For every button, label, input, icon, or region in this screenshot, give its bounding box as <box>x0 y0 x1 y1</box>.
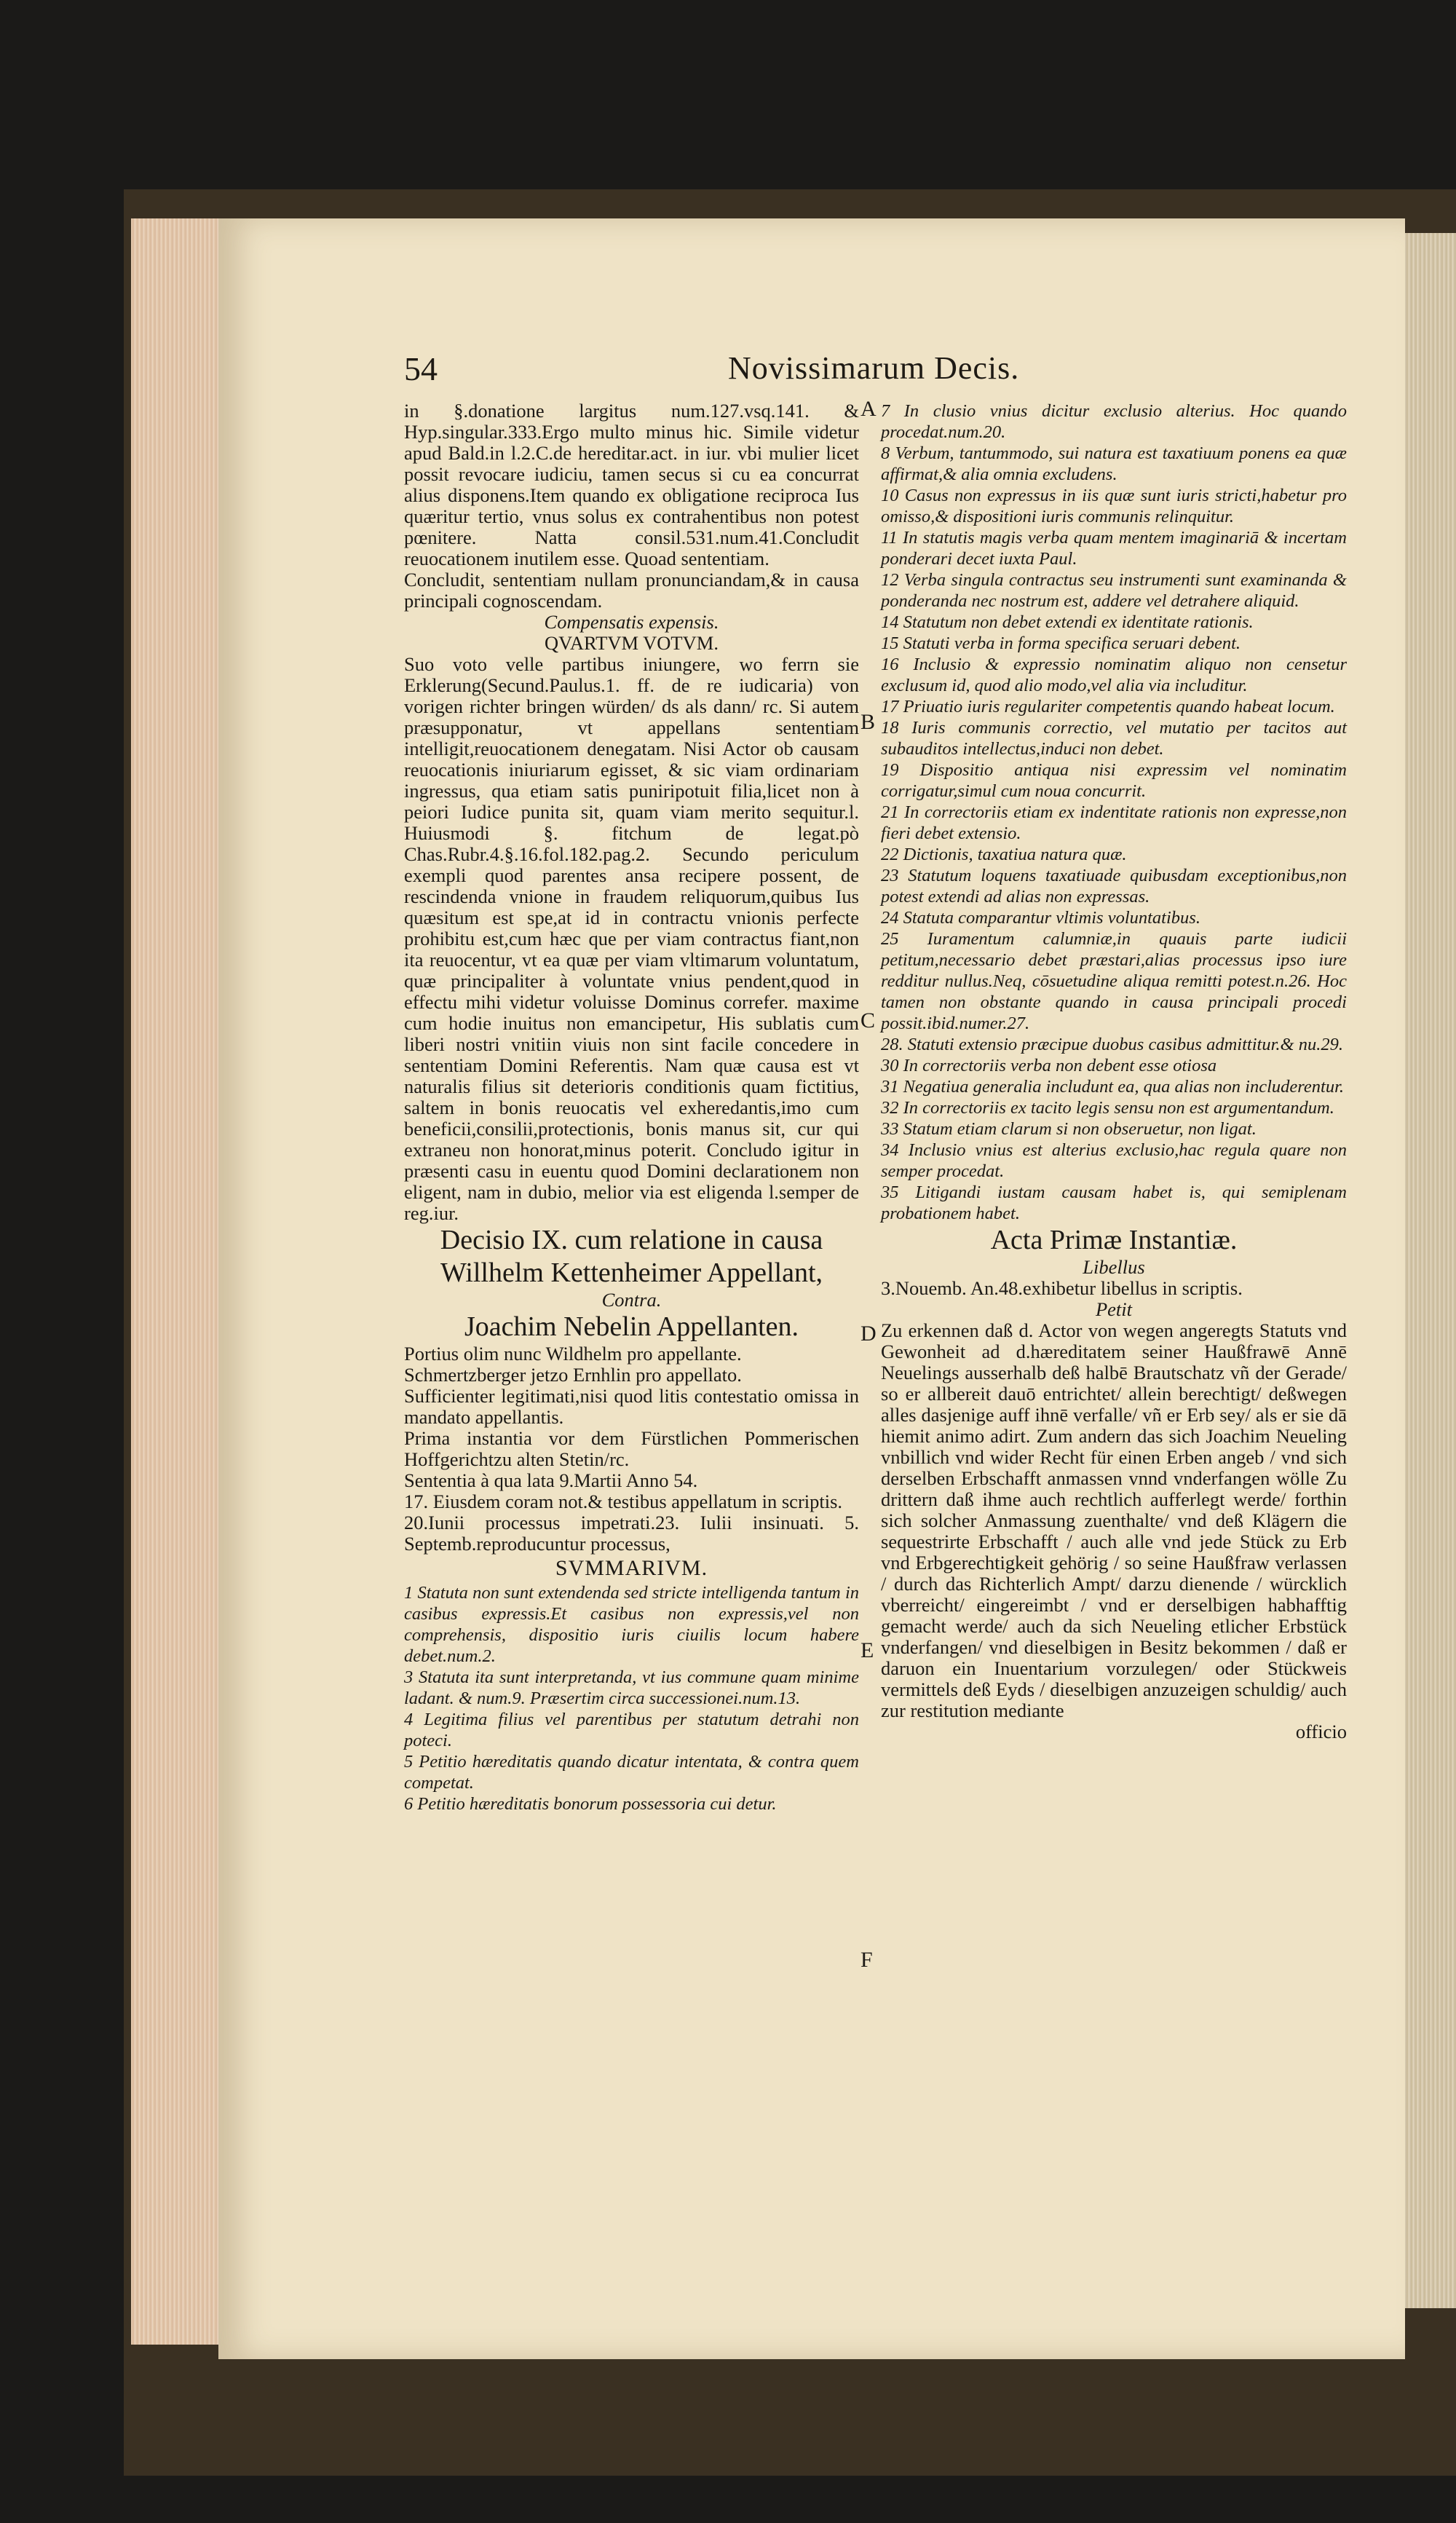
page-header <box>404 350 1350 393</box>
left-paragraph-20: 5 Petitio hæreditatis quando dicatur intentata, & contra quem competat. <box>404 1752 859 1793</box>
left-paragraph-17: 1 Statuta non sunt extendenda sed stricte intelligenda tantum in casibus expressis.Et casibus non expressis,vel non comprehensis, dispositio iuris ciuilis locum habere debet.num.2. <box>404 1583 859 1666</box>
left-paragraph-14: 17. Eiusdem coram not.& testibus appellatum in scriptis. <box>404 1490 843 1512</box>
margin-letter-e: E <box>860 1638 874 1662</box>
left-paragraph-13: Sententia à qua lata 9.Martii Anno 54. <box>404 1469 698 1491</box>
right-paragraph-17: 30 In correctoriis verba non debent esse otiosa <box>881 1056 1217 1075</box>
left-paragraph-12: Prima instantia vor dem Fürstlichen Pommerischen Hoffgerichtzu alten Stetin/rc. <box>404 1427 859 1470</box>
right-paragraph-22: 35 Litigandi iustam causam habet is, qui semiplenam probationem habet. <box>881 1182 1347 1223</box>
margin-letter-a: A <box>860 397 877 421</box>
margin-letter-d: D <box>860 1322 877 1346</box>
right-paragraph-4: 12 Verba singula contractus seu instrumenti sunt examinanda & ponderanda nec nostrum est, addere vel detrahere aliquid. <box>881 570 1347 611</box>
right-paragraph-24: Libellus <box>1083 1256 1145 1278</box>
margin-letter-b: B <box>860 710 876 734</box>
right-paragraph-25: 3.Nouemb. An.48.exhibetur libellus in scriptis. <box>881 1277 1243 1299</box>
right-paragraph-16: 28. Statuti extensio præcipue duobus casibus admittitur.& nu.29. <box>881 1035 1343 1054</box>
left-paragraph-3: QVARTVM VOTVM. <box>545 632 719 654</box>
left-paragraph-2: Compensatis expensis. <box>544 611 719 633</box>
left-paragraph-16: SVMMARIVM. <box>555 1556 708 1580</box>
left-paragraph-7: Contra. <box>601 1289 662 1311</box>
left-paragraph-15: 20.Iunii processus impetrati.23. Iulii insinuati. 5. Septemb.reproducuntur processus, <box>404 1512 859 1555</box>
right-paragraph-13: 23 Statutum loquens taxatiuade quibusdam exceptionibus,non potest extendi ad alias non expressas. <box>881 866 1347 907</box>
left-paragraph-10: Schmertzberger jetzo Ernhlin pro appellato. <box>404 1364 742 1386</box>
page-edges-right <box>1405 233 1456 2308</box>
left-paragraph-0: in §.donatione largitus num.127.vsq.141. & Hyp.singular.333.Ergo multo minus hic. Simile videtur apud Bald.in l.2.C.de hereditar.act. in iur. vbi mulier licet possit revocare iudiciu, tamen secus si cu ea concurrat alius disponens.Item quando ex obligatione reciproca Ius quæritur tertio, vnus solus ex contrahentibus non potest pœnitere. Natta consil.531.num.41.Concludit reuocationem inutilem esse. Quoad sententiam. <box>404 400 859 569</box>
right-paragraph-0: 7 In clusio vnius dicitur exclusio alterius. Hoc quando procedat.num.20. <box>881 401 1347 442</box>
margin-letter-c: C <box>860 1008 876 1033</box>
right-paragraph-10: 19 Dispositio antiqua nisi expressim vel nominatim corrigatur,simul cum noua concurrit. <box>881 760 1347 801</box>
right-paragraph-19: 32 In correctoriis ex tacito legis sensu non est argumentandum. <box>881 1098 1334 1118</box>
right-paragraph-12: 22 Dictionis, taxatiua natura quæ. <box>881 845 1127 864</box>
left-column <box>404 400 859 1815</box>
right-paragraph-6: 15 Statuti verba in forma specifica seruari debent. <box>881 633 1241 653</box>
left-paragraph-4: Suo voto velle partibus iniungere, wo ferrn sie Erklerung(Secund.Paulus.1. ff. de re iudicaria) von vorigen richter bringen würden/ ds als dann/ rc. Si autem præsupponatur, vt appellans sententiam intelligit,reuocationem denegatam. Nisi Actor ob causam reuocationis iniuriarum egisset, & sic viam ordinariam ingressus, qua etiam satis puniripotuit filia,licet non à peiori Iudice punita sit, quam viam merito sequitur.l. Huiusmodi §. fitchum de legat.pò Chas.Rubr.4.§.16.fol.182.pag.2. Secundo periculum exempli quod parentes ansa recipere possent, de rescindenda vnione in fraudem reliquorum,quibus Ius quæsitum est spe,at id in contractu vnionis perfecte prohibitu est,cum hæc que per viam contractus fiant,non ita reuocentur, vt ea quæ per viam vltimarum voluntatum, quæ principaliter à voluntate vnius pendent,quod in effectu mihi videtur voluisse Dominus correfer. maxime cum hodie inuitus non emancipetur, His sublatis cum liberi nostri vnitiin viuis non sint facile concedere in sententiam Domini Referentis. Nam quæ causa est vt naturalis filius sit deterioris conditionis quam fictitius, saltem in bonis reuocatis vel exheredantis,imo cum beneficii,consilii,protectionis, bonis manus sit, cur qui extraneu non honorat,minus poterit. Concludo igitur in præsenti casu in euentu quod Domini declarationem non eligent, nam in dubio, melior via est eligenda l.semper de reg.iur. <box>404 653 859 1224</box>
right-paragraph-5: 14 Statutum non debet extendi ex identitate rationis. <box>881 612 1254 632</box>
left-paragraph-1: Concludit, sententiam nullam pronunciandam,& in causa principali cognoscendam. <box>404 569 859 612</box>
left-paragraph-8: Joachim Nebelin Appellanten. <box>464 1311 799 1342</box>
page-number: 54 <box>404 350 438 387</box>
right-paragraph-7: 16 Inclusio & expressio nominatim aliquo non censetur exclusum id, quod alio modo,vel alia via includitur. <box>881 655 1347 695</box>
left-paragraph-19: 4 Legitima filius vel parentibus per statutum detrahi non poteci. <box>404 1710 859 1750</box>
left-paragraph-6: Willhelm Kettenheimer Appellant, <box>440 1257 823 1288</box>
left-paragraph-11: Sufficienter legitimati,nisi quod litis contestatio omissa in mandato appellantis. <box>404 1385 859 1428</box>
right-paragraph-3: 11 In statutis magis verba quam mentem imaginariā & incertam ponderari decet iuxta Paul. <box>881 528 1347 569</box>
right-paragraph-18: 31 Negatiua generalia includunt ea, qua alias non includerentur. <box>881 1077 1345 1097</box>
right-paragraph-27: Zu erkennen daß d. Actor von wegen angeregts Statuts vnd Gewonheit ad d.hæreditatem seiner Haußfrawē Annē Neuelings ausserhalb deß halbē Brautschatz vñ der Gerade/ so er allbereit dauō entrichtet/ allein berechtigt/ deßwegen alles dasjenige auff ihnē verfalle/ vñ er Erb sey/ als er sie dā hiemit animo adirt. Zum andern das sich Joachim Neueling vnbillich vnd wider Recht für einen Erben angeb / vnd sich derselben Erbschafft anmassen vnnd vnderfangen wölle Zu drittern daß ihme auch rechtlich aufferlegt werde/ forthin sich solcher Anmassung zuenthalte/ vnd deß Klägern die sequestrirte Erbschafft / auch alle vnd jede Stück zu Erb vnd Erbgerechtigkeit gehörig / so seine Haußfraw verlassen / durch das Richterlich Ampt/ darzu dienende / würcklich vberreicht/ eingereimbt / vnd er derselbigen habhafftig gemacht werde/ auch da sich Neueling etlicher Erbstück vnderfangen/ vnd dieselbigen in Besitz bekommen / daß er daruon ein Inuentarium vorzulegen/ oder Stückweis vermittels deß Eyds / dieselbigen anzuzeigen schuldig/ auch zur restitution mediante <box>881 1319 1347 1721</box>
right-paragraph-21: 34 Inclusio vnius est alterius exclusio,hac regula quare non semper procedat. <box>881 1140 1347 1181</box>
right-paragraph-28: officio <box>1295 1721 1347 1742</box>
right-paragraph-26: Petit <box>1095 1298 1133 1320</box>
right-paragraph-20: 33 Statum etiam clarum si non obseruetur, non ligat. <box>881 1119 1257 1139</box>
page-edges-left <box>131 218 226 2345</box>
running-title: Novissimarum Decis. <box>728 350 1020 386</box>
left-paragraph-21: 6 Petitio hæreditatis bonorum possessoria cui detur. <box>404 1794 777 1814</box>
right-column <box>881 400 1347 1742</box>
right-paragraph-8: 17 Priuatio iuris regulariter competentis quando habeat locum. <box>881 697 1335 716</box>
margin-letter-f: F <box>860 1948 873 1972</box>
right-paragraph-9: 18 Iuris communis correctio, vel mutatio per tacitos aut subauditos intellectus,induci non debet. <box>881 718 1347 759</box>
right-paragraph-23: Acta Primæ Instantiæ. <box>990 1225 1238 1255</box>
right-paragraph-14: 24 Statuta comparantur vltimis voluntatibus. <box>881 908 1200 928</box>
right-paragraph-1: 8 Verbum, tantummodo, sui natura est taxatiuum ponens ea quæ affirmat,& alia omnia excludens. <box>881 443 1347 484</box>
right-paragraph-15: 25 Iuramentum calumniæ,in quauis parte iudicii petitum,necessario debet præstari,alias processus ipso iure redditur nullus.Neq, cōsuetudine aliqua remitti potest.n.26. Hoc tamen non obstante quando in causa principali procedi possit.ibid.numer.27. <box>881 929 1347 1033</box>
left-paragraph-9: Portius olim nunc Wildhelm pro appellante. <box>404 1343 742 1365</box>
right-paragraph-11: 21 In correctoriis etiam ex indentitate rationis non expresse,non fieri debet extensio. <box>881 802 1347 843</box>
right-paragraph-2: 10 Casus non expressus in iis quæ sunt iuris stricti,habetur pro omisso,& dispositioni iuris communis relinquitur. <box>881 486 1347 526</box>
left-paragraph-5: Decisio IX. cum relatione in causa <box>440 1225 823 1255</box>
left-paragraph-18: 3 Statuta ita sunt interpretanda, vt ius commune quam minime ladant. & num.9. Præsertim circa successionei.num.13. <box>404 1667 859 1708</box>
